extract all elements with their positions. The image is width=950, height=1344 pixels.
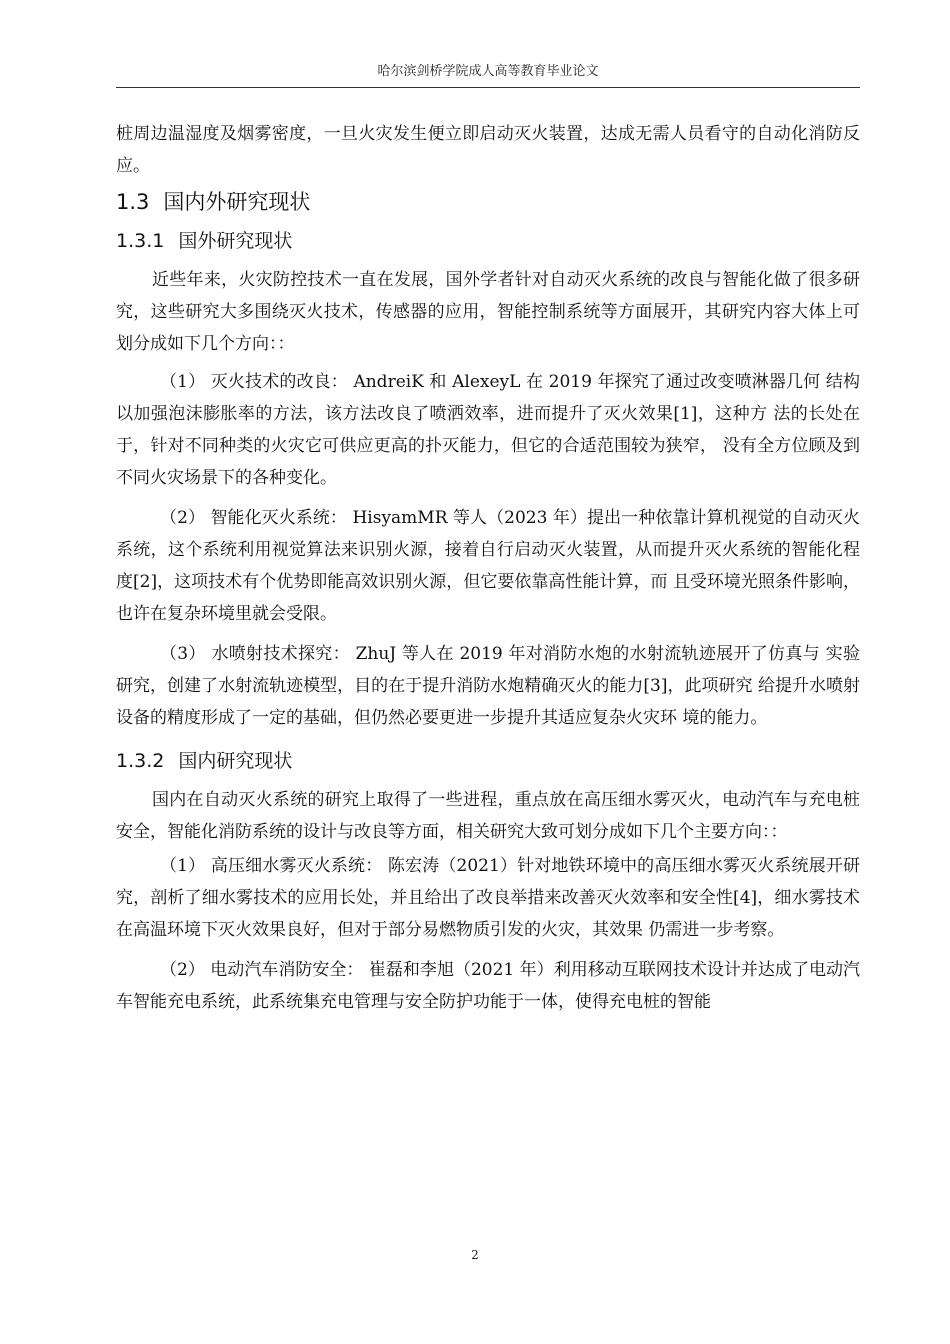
subsection-title: 国内研究现状 (178, 750, 293, 772)
domestic-item-2: （2） 电动汽车消防安全： 崔磊和李旭（2021 年）利用移动互联网技术设计并达成了电动汽车智能充电系统，此系统集充电管理与安全防护功能于一体，使得充电桩的智能 (116, 960, 860, 1012)
subsection-title: 国外研究现状 (178, 230, 293, 252)
domestic-intro-paragraph: 国内在自动灭火系统的研究上取得了一些进程，重点放在高压细水雾灭火，电动汽车与充电桩安全，智能化消防系统的设计与改良等方面，相关研究大致可划分成如下几个主要方向：： (116, 790, 860, 842)
continuation-paragraph: 桩周边温湿度及烟雾密度，一旦火灾发生便立即启动灭火装置，达成无需人员看守的自动化消防反应。 (116, 124, 860, 176)
section-1-3-1-heading (116, 228, 860, 254)
page-header: 哈尔滨剑桥学院成人高等教育毕业论文 (377, 64, 599, 79)
section-1-3-2-heading (116, 748, 860, 774)
foreign-item-3: （3） 水喷射技术探究： ZhuJ 等人在 2019 年对消防水炮的水射流轨迹展开了仿真与 实验研究，创建了水射流轨迹模型，目的在于提升消防水炮精确灭火的能力[3]，此项研究 给提升水喷射设备的精度形成了一定的基础，但仍然必要更进一步提升其适应复杂火灾环 境的能力。 (116, 644, 860, 728)
foreign-intro-paragraph: 近些年来，火灾防控技术一直在发展，国外学者针对自动灭火系统的改良与智能化做了很多研究，这些研究大多围绕灭火技术，传感器的应用，智能控制系统等方面展开，其研究内容大体上可划分成如下几个方向：： (116, 270, 860, 354)
section-1-3-heading (116, 188, 860, 216)
domestic-item-1: （1） 高压细水雾灭火系统： 陈宏涛（2021）针对地铁环境中的高压细水雾灭火系统展开研究，剖析了细水雾技术的应用长处，并且给出了改良举措来改善灭火效率和安全性[4]，细水雾技术在高温环境下灭火效果良好，但对于部分易燃物质引发的火灾，其效果 仍需进一步考察。 (116, 856, 860, 940)
section-title: 国内外研究现状 (163, 190, 311, 214)
subsection-number: 1.3.2 (116, 750, 165, 772)
section-number: 1.3 (116, 190, 150, 214)
subsection-number: 1.3.1 (116, 230, 165, 252)
header-rule (116, 87, 860, 88)
foreign-item-2: （2） 智能化灭火系统： HisyamMR 等人（2023 年）提出一种依靠计算机视觉的自动灭火系统，这个系统利用视觉算法来识别火源，接着自行启动灭火装置，从而提升灭火系统的智能化程度[2]，这项技术有个优势即能高效识别火源，但它要依靠高性能计算，而 且受环境光照条件影响，也许在复杂环境里就会受限。 (116, 508, 860, 624)
document-body (116, 118, 860, 1026)
page-number: 2 (471, 1248, 479, 1262)
foreign-item-1: （1） 灭火技术的改良： AndreiK 和 AlexeyL 在 2019 年探究了通过改变喷淋器几何 结构以加强泡沫膨胀率的方法，该方法改良了喷洒效率，进而提升了灭火效果[1]，这种方 法的长处在于，针对不同种类的火灾它可供应更高的扑灭能力，但它的合适范围较为狭窄， 没有全方位顾及到不同火灾场景下的各种变化。 (116, 372, 860, 488)
